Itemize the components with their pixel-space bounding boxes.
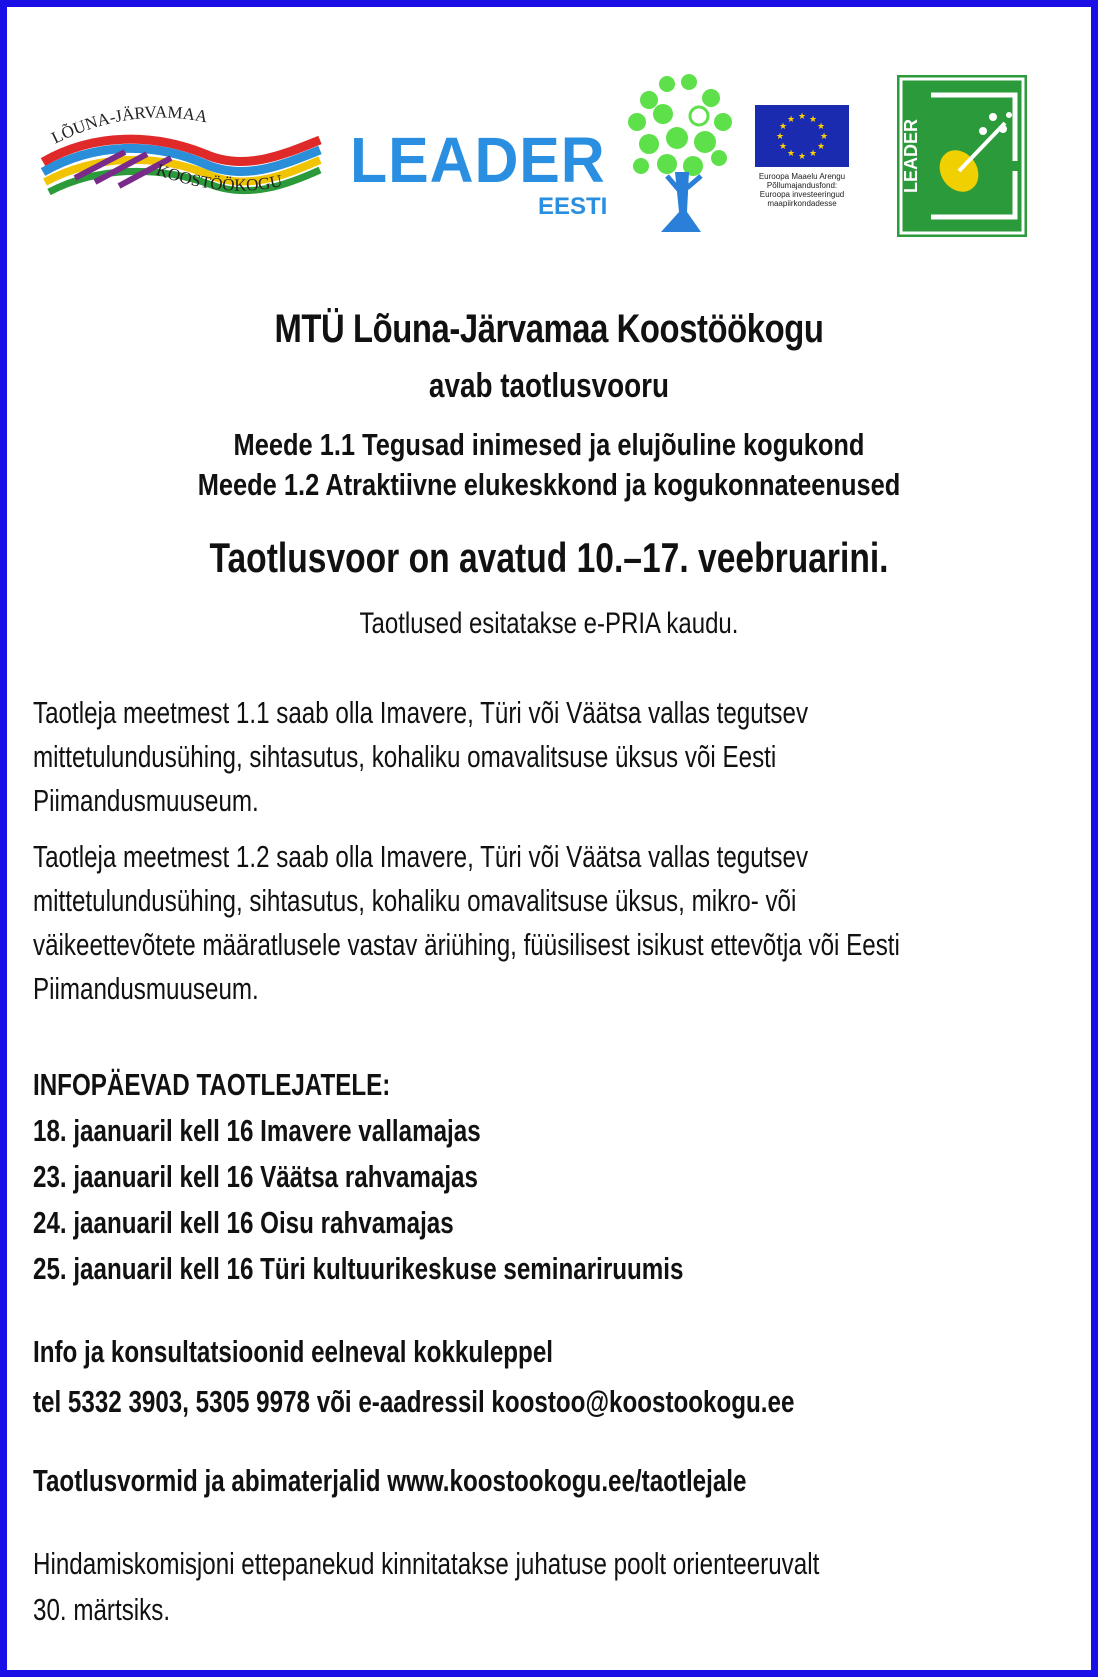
text-line: Taotleja meetmest 1.2 saab olla Imavere, Türi või Väätsa vallas tegutsev: [33, 839, 809, 874]
measure-line: Meede 1.1 Tegusad inimesed ja elujõuline kogukond: [233, 427, 865, 462]
leader-eesti-wordmark: LEADER: [350, 124, 606, 196]
eu-caption-line: Euroopa Maaelu Arengu: [758, 172, 846, 181]
measures-list: [105, 425, 994, 505]
eu-caption: [755, 172, 849, 208]
svg-text:★: ★: [775, 132, 785, 142]
text-line: Hindamiskomisjoni ettepanekud kinnitatakse juhatuse poolt orienteeruvalt: [33, 1546, 820, 1581]
eu-leader-logo: [897, 75, 1027, 237]
info-days-heading: INFOPÄEVAD TAOTLEJATELE:: [33, 1067, 391, 1102]
eu-caption-line: maapiirkondadesse: [767, 199, 837, 208]
leader-emblem-text: LEADER: [901, 118, 921, 194]
measure-line: Meede 1.2 Atraktiivne elukeskkond ja kogukonnateenused: [197, 467, 901, 502]
svg-text:★: ★: [816, 122, 826, 132]
louna-logo-bottom-text: KOOSTÖÖKOGU: [153, 159, 284, 195]
eu-caption-line: Põllumajandusfond:: [766, 181, 838, 190]
text-line: Piimandusmuuseum.: [33, 783, 259, 818]
louna-logo-top-text: LÕUNA-JÄRVAMAA: [48, 102, 210, 148]
svg-text:★: ★: [808, 115, 818, 125]
contact-info: [33, 1327, 1047, 1427]
org-title: MTÜ Lõuna-Järvamaa Koostöökogu: [274, 307, 824, 351]
leader-emblem-icon: [897, 75, 1027, 237]
info-day-item: 24. jaanuaril kell 16 Oisu rahvamajas: [33, 1205, 454, 1240]
subtitle: avab taotlusvooru: [428, 367, 670, 405]
svg-text:★: ★: [778, 142, 788, 152]
text-line: Taotleja meetmest 1.1 saab olla Imavere, Türi või Väätsa vallas tegutsev: [33, 695, 809, 730]
submission-note: Taotlused esitatakse e-PRIA kaudu.: [359, 607, 739, 640]
leader-eesti-subtext: EESTI: [538, 193, 608, 220]
final-note: [33, 1541, 1047, 1633]
eu-fund-logo: [755, 105, 855, 220]
open-period: Taotlusvoor on avatud 10.–17. veebruarini.: [209, 534, 889, 581]
svg-text:★: ★: [778, 122, 788, 132]
contact-line: tel 5332 3903, 5305 9978 või e-aadressil koostoo@koostookogu.ee: [33, 1384, 795, 1419]
louna-jarvamaa-logo: [35, 102, 325, 212]
contact-line: Info ja konsultatsioonid eelneval kokkuleppel: [33, 1334, 553, 1369]
tree-icon: [627, 72, 737, 237]
info-day-item: 23. jaanuaril kell 16 Väätsa rahvamajas: [33, 1159, 478, 1194]
tree-logo: [627, 72, 737, 237]
svg-text:★: ★: [797, 152, 807, 162]
eligibility-measure-1: [33, 691, 1047, 823]
text-line: väikeettevõtete määratlusele vastav äriühing, füüsilisest isikust ettevõtja või Eesti: [33, 927, 900, 962]
text-line: Piimandusmuuseum.: [33, 971, 259, 1006]
svg-text:★: ★: [786, 115, 796, 125]
text-line: 30. märtsiks.: [33, 1592, 171, 1627]
info-day-item: 25. jaanuaril kell 16 Türi kultuurikeskuse seminariruumis: [33, 1251, 684, 1286]
eu-caption-line: Euroopa investeeringud: [759, 190, 845, 199]
svg-text:★: ★: [786, 149, 796, 159]
svg-text:★: ★: [797, 112, 807, 122]
eu-flag-icon: [755, 105, 849, 167]
eligibility-measure-2: [33, 835, 1047, 1011]
logo-strip: [7, 7, 1091, 257]
info-day-item: 18. jaanuaril kell 16 Imavere vallamajas: [33, 1113, 481, 1148]
text-line: mittetulundusühing, sihtasutus, kohaliku omavalitsuse üksus või Eesti: [33, 739, 777, 774]
louna-jarvamaa-emblem: [35, 102, 325, 212]
forms-link: Taotlusvormid ja abimaterjalid www.koostookogu.ee/taotlejale: [33, 1463, 747, 1498]
leader-eesti-logo: [350, 124, 620, 227]
svg-text:★: ★: [816, 142, 826, 152]
svg-text:★: ★: [808, 149, 818, 159]
info-days: [33, 1062, 1047, 1292]
text-line: mittetulundusühing, sihtasutus, kohaliku omavalitsuse üksus, mikro- või: [33, 883, 797, 918]
svg-text:★: ★: [819, 132, 829, 142]
